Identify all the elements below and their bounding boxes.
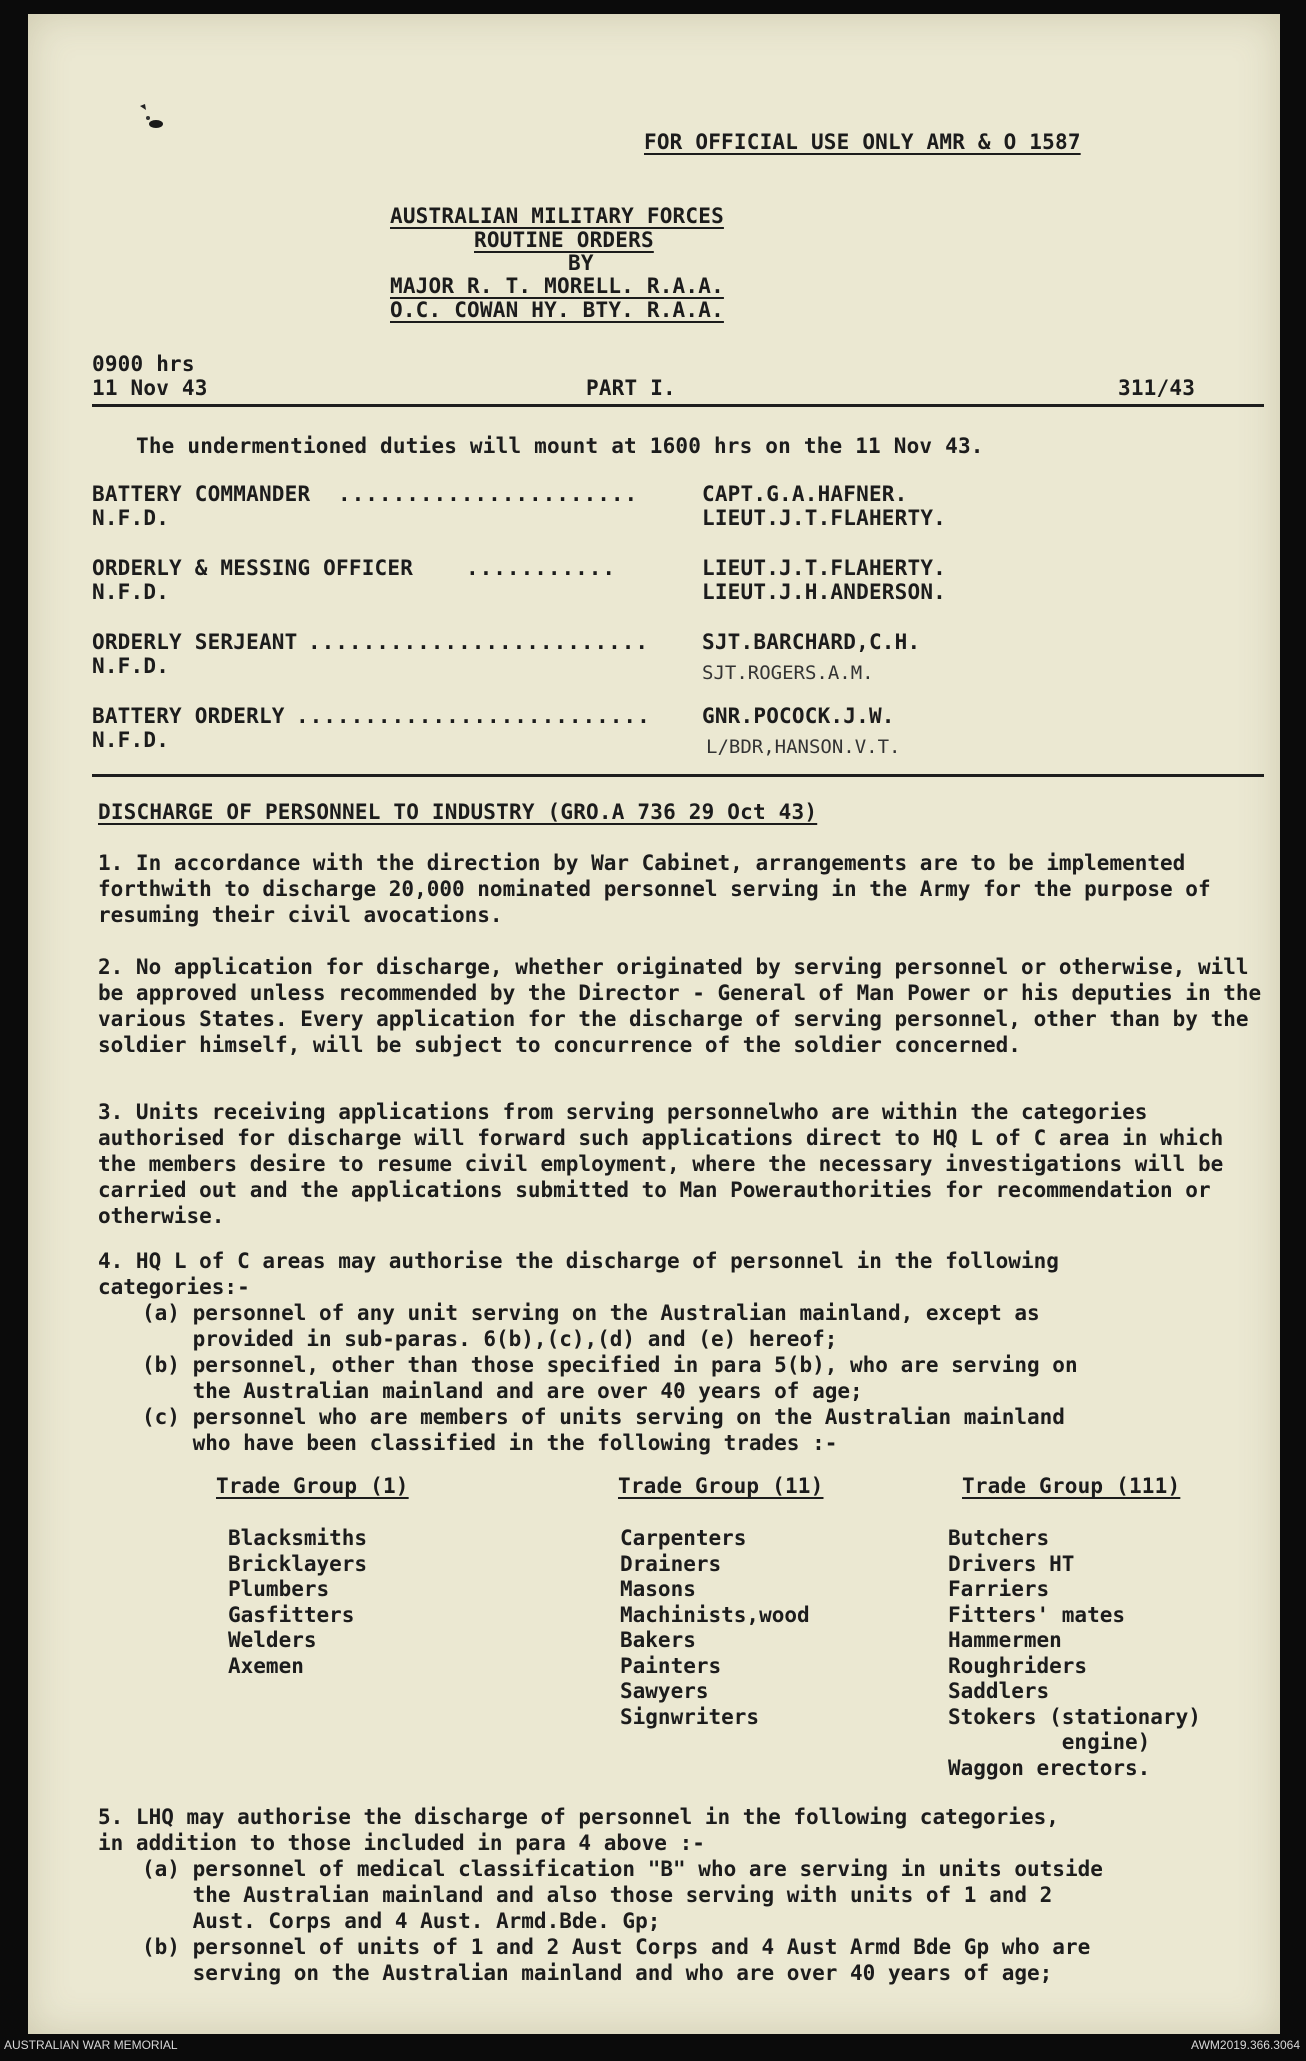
list-item: Plumbers [228, 1577, 330, 1601]
duty-role: ORDERLY & MESSING OFFICER [92, 556, 414, 580]
section-heading: DISCHARGE OF PERSONNEL TO INDUSTRY (GRO.A 736 29 Oct 43) [98, 800, 818, 824]
trade-group-2-list [620, 1526, 810, 1730]
duty-role: ORDERLY SERJEANT [92, 630, 298, 654]
list-item: Fitters' mates [948, 1602, 1126, 1627]
paragraph-5-item-a: (a) personnel of medical classification "B" who are serving in units outside the Australian mainland and also those serving with units of 1 and 2 Aust. Corps and 4 Aust. Armd.Bde. Gp; [142, 1857, 1103, 1933]
list-item: Sawyers [620, 1679, 709, 1703]
list-item: Blacksmiths [228, 1526, 368, 1550]
title-line-2: ROUTINE ORDERS [474, 228, 654, 252]
trade-group-1-list [228, 1526, 367, 1679]
duty-officer: SJT.BARCHARD,C.H. [702, 630, 921, 654]
footer-accession-number: AWM2019.366.3064 [1191, 2038, 1300, 2052]
paragraph-4-intro-line-2: categories:- [98, 1275, 250, 1299]
next-for-duty: SJT.ROGERS.A.M. [702, 662, 874, 684]
next-for-duty: LIEUT.J.T.FLAHERTY. [702, 506, 947, 530]
list-item: Drainers [620, 1551, 722, 1576]
list-item: Bricklayers [228, 1551, 368, 1576]
list-item: Roughriders [948, 1653, 1088, 1678]
list-item: Saddlers [948, 1679, 1050, 1703]
paragraph-4-item-b: (b) personnel, other than those specified in para 5(b), who are serving on the Australian mainland and are over 40 years of age; [142, 1353, 1078, 1403]
next-for-duty: L/BDR,HANSON.V.T. [706, 736, 901, 758]
paragraph-5-intro-line-1: 5. LHQ may authorise the discharge of personnel in the following categories, [98, 1805, 1059, 1829]
duty-nfd: N.F.D. [92, 506, 170, 530]
list-item: Stokers (stationary) [948, 1704, 1201, 1729]
official-use-header: FOR OFFICIAL USE ONLY AMR & O 1587 [644, 130, 1081, 154]
dot-leader: ........... [466, 556, 617, 580]
title-line-5: O.C. COWAN HY. BTY. R.A.A. [390, 298, 724, 322]
trade-group-2-title: Trade Group (11) [618, 1474, 824, 1498]
order-part: PART I. [586, 376, 676, 400]
trade-group-3-title: Trade Group (111) [962, 1474, 1181, 1498]
list-item: Axemen [228, 1653, 304, 1678]
list-item: Waggon erectors. [948, 1755, 1151, 1780]
paragraph-5-item-b: (b) personnel of units of 1 and 2 Aust Corps and 4 Aust Armd Bde Gp who are serving on the Australian mainland and who are over 40 years of age; [142, 1935, 1091, 1985]
trade-group-1-title: Trade Group (1) [216, 1474, 409, 1498]
document-page [28, 14, 1280, 2034]
list-item: engine) [948, 1730, 1151, 1754]
ink-smudge-icon [136, 102, 166, 130]
list-item: Carpenters [620, 1526, 747, 1550]
paragraph-1: 1. In accordance with the direction by War Cabinet, arrangements are to be implemented forthwith to discharge 20,000 nominated personnel serving in the Army for the purpose of resuming their civil avocations. [98, 851, 1211, 927]
duty-role: BATTERY ORDERLY [92, 704, 285, 728]
paragraph-5-intro-line-2: in addition to those included in para 4 above :- [98, 1831, 705, 1855]
dot-leader: ......................... [308, 630, 650, 654]
next-for-duty: LIEUT.J.H.ANDERSON. [702, 580, 947, 604]
paragraph-4-item-c: (c) personnel who are members of units serving on the Australian mainland who have been classified in the following trades :- [142, 1405, 1065, 1455]
duty-nfd: N.F.D. [92, 654, 170, 678]
duties-intro: The undermentioned duties will mount at 1600 hrs on the 11 Nov 43. [136, 434, 984, 458]
order-date: 11 Nov 43 [92, 376, 208, 400]
list-item: Gasfitters [228, 1602, 355, 1627]
paragraph-4-intro-line-1: 4. HQ L of C areas may authorise the discharge of personnel in the following [98, 1249, 1059, 1273]
list-item: Farriers [948, 1577, 1050, 1601]
dot-leader: .......................... [296, 704, 651, 728]
list-item: Butchers [948, 1526, 1050, 1550]
title-line-4: MAJOR R. T. MORELL. R.A.A. [390, 274, 724, 298]
trade-group-3-list [948, 1526, 1201, 1781]
title-line-3: BY [568, 251, 594, 275]
duty-officer: CAPT.G.A.HAFNER. [702, 482, 908, 506]
duty-nfd: N.F.D. [92, 728, 170, 752]
paragraph-2: 2. No application for discharge, whether originated by serving personnel or otherwise, will be approved unless recommended by the Director - General of Man Power or his deputies in the various States. Every application for the discharge of serving personnel, other than by the soldier himself, will be subject to concurrence of the soldier concerned. [98, 955, 1262, 1057]
list-item: Masons [620, 1577, 696, 1601]
list-item: Hammermen [948, 1628, 1062, 1652]
list-item: Signwriters [620, 1704, 760, 1729]
paragraph-4-item-a: (a) personnel of any unit serving on the Australian mainland, except as provided in sub-paras. 6(b),(c),(d) and (e) hereof; [142, 1301, 1040, 1351]
order-time: 0900 hrs [92, 352, 195, 376]
title-line-1: AUSTRALIAN MILITARY FORCES [390, 204, 724, 228]
list-item: Welders [228, 1628, 317, 1652]
list-item: Painters [620, 1653, 722, 1678]
duty-officer: GNR.POCOCK.J.W. [702, 704, 895, 728]
duties-divider [92, 774, 1264, 777]
header-divider [92, 404, 1264, 407]
list-item: Machinists,wood [620, 1602, 810, 1627]
duty-nfd: N.F.D. [92, 580, 170, 604]
footer-credit: AUSTRALIAN WAR MEMORIAL [4, 2038, 178, 2052]
list-item: Drivers HT [948, 1551, 1075, 1576]
list-item: Bakers [620, 1628, 696, 1652]
paragraph-3: 3. Units receiving applications from serving personnelwho are within the categories authorised for discharge will forward such applications direct to HQ L of C area in which the members desire to resume civil employment, where the necessary investigations will be carried out and the applications submitted to Man Powerauthorities for recommendation or otherwise. [98, 1100, 1224, 1228]
duty-role: BATTERY COMMANDER [92, 482, 311, 506]
order-number: 311/43 [1118, 376, 1196, 400]
dot-leader: ...................... [338, 482, 639, 506]
duty-officer: LIEUT.J.T.FLAHERTY. [702, 556, 947, 580]
